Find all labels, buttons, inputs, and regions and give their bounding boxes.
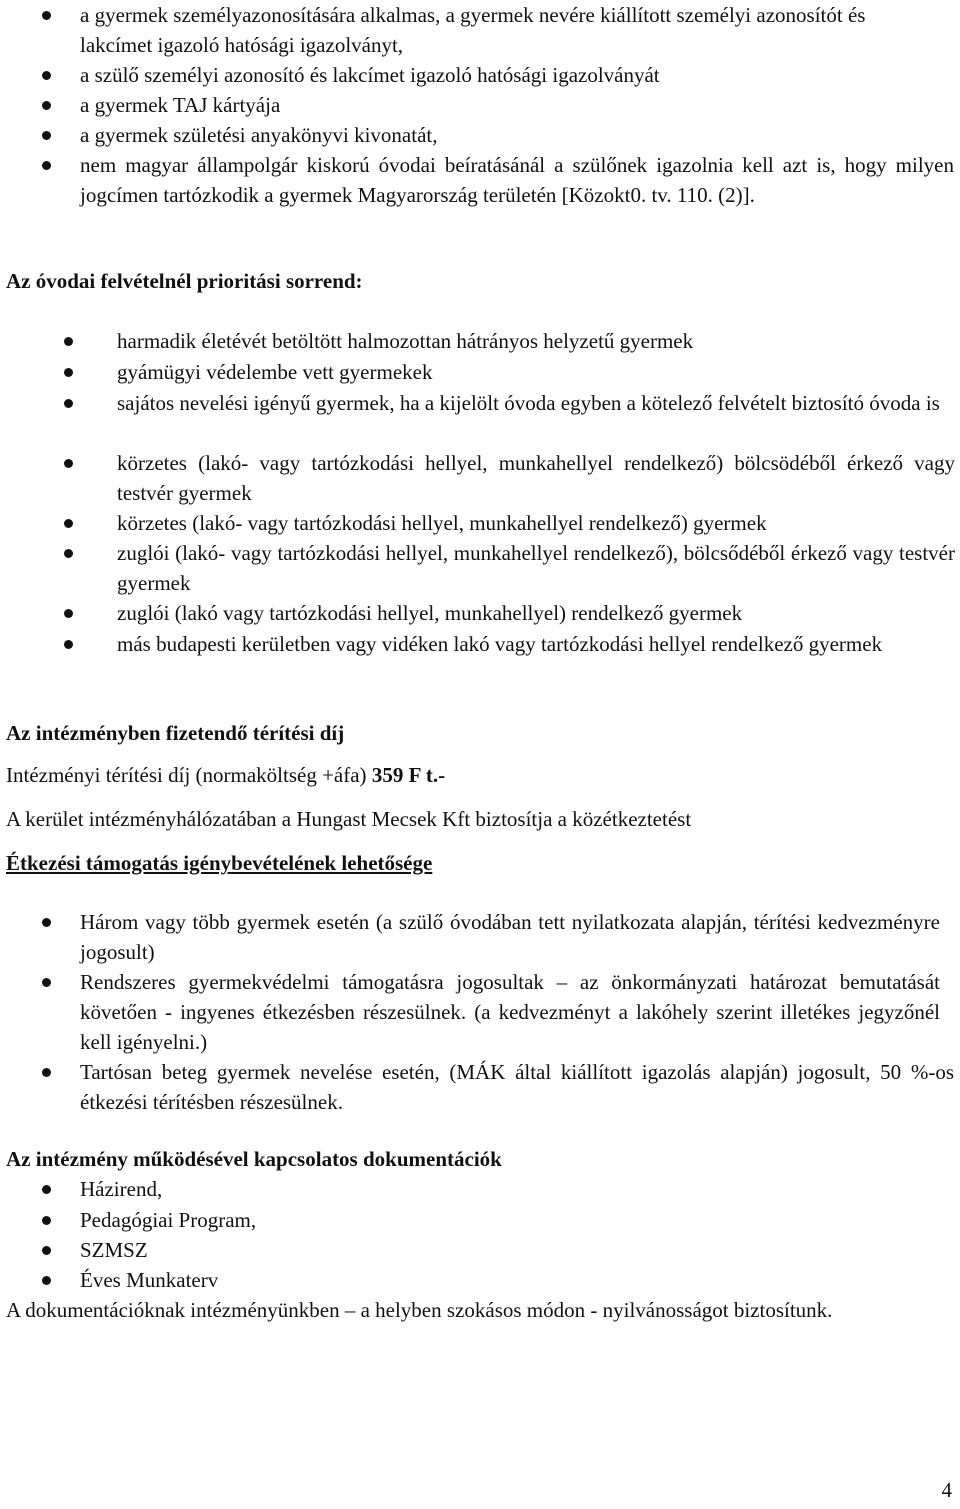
bullet [42,131,51,140]
list-item: harmadik életévét betöltött halmozottan hátrányos helyzetű gyermek [117,329,694,353]
bullet [64,459,73,468]
list-item: gyámügyi védelembe vett gyermekek [117,360,433,384]
page-number: 4 [941,1478,952,1502]
fee-line [6,760,445,790]
bullet [64,640,73,649]
fee-line-text: Intézményi térítési díj (normaköltség +áfa) [6,763,372,787]
bullet [42,1246,51,1255]
fee-amount: 359 F t.- [371,763,446,787]
catering-text: A kerület intézményhálózatában a Hungast Mecsek Kft biztosítja a közétkeztetést [6,807,692,831]
bullet [42,161,51,170]
bullet [42,71,51,80]
bullet [64,368,73,377]
bullet [42,11,51,20]
list-item: a gyermek személyazonosítására alkalmas, a gyermek nevére kiállított személyi azonosítót és lakcímet igazoló hatósági igazolványt, [80,3,866,57]
priority-heading: Az óvodai felvételnél prioritási sorrend: [6,269,363,293]
bullet [42,1185,51,1194]
fee-heading: Az intézményben fizetendő térítési díj [6,721,345,745]
list-item: Tartósan beteg gyermek nevelése esetén, (MÁK által kiállított igazolás alapján) jogosult, 50 %-os étkezési térítésben részesülnek. [80,1060,954,1114]
bullet [42,978,51,987]
list-item: a szülő személyi azonosító és lakcímet igazoló hatósági igazolványát [80,63,660,87]
list-item: sajátos nevelési igényű gyermek, ha a kijelölt óvoda egyben a kötelező felvételt biztosító óvoda is [117,391,940,415]
list-item: zuglói (lakó vagy tartózkodási hellyel, munkahellyel) rendelkező gyermek [117,601,743,625]
bullet [64,337,73,346]
bullet [64,519,73,528]
closing-paragraph: A dokumentációknak intézményünkben – a helyben szokásos módon - nyilvánosságot biztosítunk. [6,1298,833,1322]
list-item: Három vagy több gyermek esetén (a szülő óvodában tett nyilatkozata alapján, térítési kedvezményre jogosult) [80,910,940,964]
list-item: Pedagógiai Program, [80,1208,257,1232]
bullet [42,918,51,927]
bullet [64,609,73,618]
support-heading: Étkezési támogatás igénybevételének lehetősége [6,851,433,875]
bullet [42,1276,51,1285]
docs-heading: Az intézmény működésével kapcsolatos dokumentációk [6,1147,502,1171]
bullet [42,1068,51,1077]
list-item: SZMSZ [80,1238,148,1262]
list-item: a gyermek születési anyakönyvi kivonatát, [80,123,438,147]
list-item: körzetes (lakó- vagy tartózkodási hellyel, munkahellyel rendelkező) bölcsödéből érkező vagy testvér gyermek [117,451,955,505]
bullet [42,1216,51,1225]
list-item: más budapesti kerületben vagy vidéken lakó vagy tartózkodási hellyel rendelkező gyermek [117,632,883,656]
list-item: Éves Munkaterv [80,1268,219,1292]
list-item: körzetes (lakó- vagy tartózkodási hellyel, munkahellyel rendelkező) gyermek [117,511,767,535]
bullet [64,399,73,408]
list-item: nem magyar állampolgár kiskorú óvodai beíratásánál a szülőnek igazolnia kell azt is, hogy milyen jogcímen tartózkodik a gyermek Magyarország területén [Közokt0. tv. 110. (2)]. [80,153,954,207]
list-item: Rendszeres gyermekvédelmi támogatásra jogosultak – az önkormányzati határozat bemutatását követően - ingyenes étkezésben részesülnek. (a kedvezményt a lakóhely szerint illetékes jegyzőnél kell igényelni.) [80,970,940,1054]
bullet [64,549,73,558]
list-item: zuglói (lakó- vagy tartózkodási hellyel, munkahellyel rendelkező), bölcsődéből érkező vagy testvér gyermek [117,541,955,595]
list-item: Házirend, [80,1177,163,1201]
bullet [42,101,51,110]
list-item: a gyermek TAJ kártyája [80,93,281,117]
